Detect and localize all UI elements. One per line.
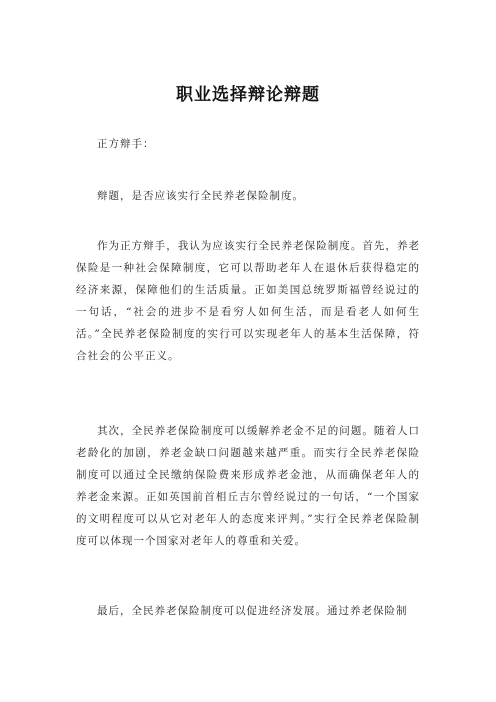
paragraph-text: 其次，全民养老保险制度可以缓解养老金不足的问题。随着人口老龄化的加剧，养老金缺口问题越来越严重。而实行全民养老保险制度可以通过全民缴纳保险费来形成养老金池，从而确保老年人的养老金来源。正如英国前首相丘吉尔曾经说过的一句话，“一个国家的文明程度可以从它对老年人的态度来评判。”实行全民养老保险制度可以体现一个国家对老年人的尊重和关爱。 [76, 425, 420, 547]
paragraph-topic [76, 185, 420, 207]
paragraph-first-argument [76, 235, 420, 367]
paragraph-third-argument [76, 600, 420, 622]
document-title: 职业选择辩论辩题 [176, 85, 320, 105]
paragraph-text: 最后，全民养老保险制度可以促进经济发展。通过养老保险制 [97, 605, 408, 617]
paragraph-speaker [76, 133, 420, 155]
paragraph-text: 辩题，是否应该实行全民养老保险制度。 [97, 190, 304, 202]
paragraph-text: 作为正方辩手，我认为应该实行全民养老保险制度。首先，养老保险是一种社会保障制度，它可以帮助老年人在退休后获得稳定的经济来源，保障他们的生活质量。正如美国总统罗斯福曾经说过的一句话，“社会的进步不是看穷人如何生活，而是看老人如何生活。”全民养老保险制度的实行可以实现老年人的基本生活保障，符合社会的公平正义。 [76, 240, 420, 362]
paragraph-text: 正方辩手： [97, 138, 155, 150]
paragraph-second-argument [76, 420, 420, 552]
